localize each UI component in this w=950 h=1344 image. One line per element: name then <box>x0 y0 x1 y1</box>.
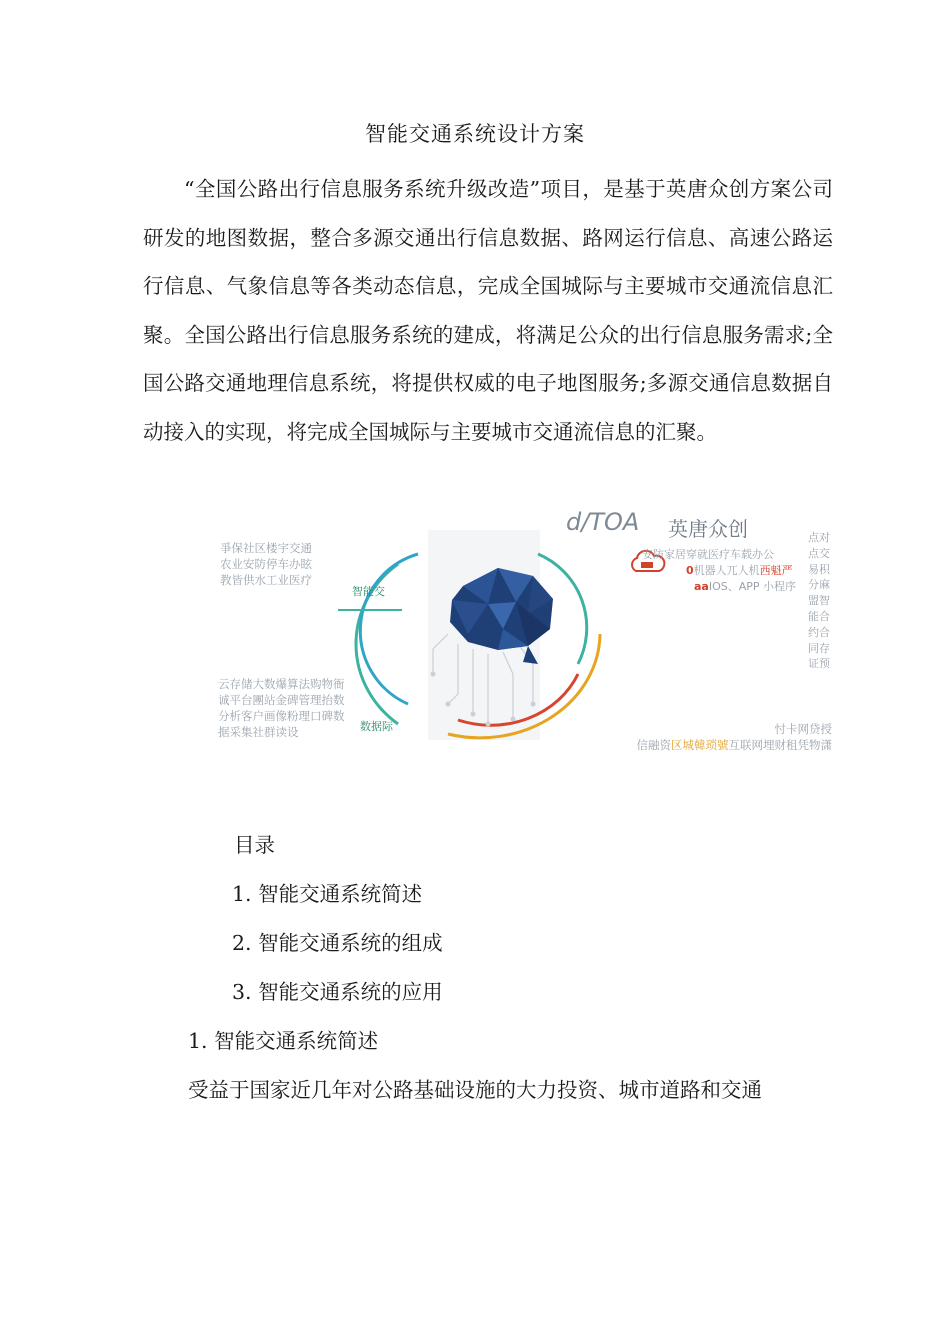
right-keywords-line1: 安防家居穿就医疗车载办公 <box>642 548 774 561</box>
toc-item: 3. 智能交通系统的应用 <box>232 980 443 1004</box>
right-line2-red: 西魁严 <box>759 564 793 577</box>
right-bottom-line2 <box>637 737 833 753</box>
doc-title: 智能交通系统设计方案 <box>365 122 585 146</box>
left-top-keywords: 爭保社区楼宇交通农业安防停车办眩教皆供水工业医疗 <box>220 541 312 587</box>
company-logo-latin: d/TOA <box>566 508 640 536</box>
right-line3-prefix: aa <box>694 580 709 593</box>
ring-label-top: 智能交 <box>352 585 385 598</box>
right-bottom2-a: 信融资 <box>636 738 671 752</box>
right-keyword-column: 点对点交易积分麻盟智能合约合同存证预 <box>808 531 830 671</box>
right-line3-main: IOS、APP 小程序 <box>708 580 797 593</box>
right-line2-prefix: 0 <box>686 564 694 577</box>
section-paragraph: 受益于国家近几年对公路基础设施的大力投资、城市道路和交通 <box>188 1078 762 1102</box>
left-bottom-keywords: 云存储大数爆算法购物衙诚平台團站金碑管理抬数分析客户画像粉理口碑数据采集社群读设 <box>218 677 345 739</box>
toc-heading: 目录 <box>234 833 275 857</box>
company-logo-cn: 英唐众创 <box>668 517 748 541</box>
right-bottom2-b: 互联网埋财租凭物潇 <box>728 738 832 752</box>
right-bottom-line1: 忖卡网贷授 <box>774 722 832 736</box>
intro-paragraph: “全国公路出行信息服务系统升级改造”项目，是基于英唐众创方案公司研发的地图数据，整合多源交通出行信息数据、路网运行信息、高速公路运行信息、气象信息等各类动态信息，完成全国城际与主要城市交通流信息汇聚。全国公路出行信息服务系统的建成，将满足公众的出行信息服务需求;全国公路交通地理信息系统，将提供权威的电子地图服务;多源交通信息数据自动接入的实现，将完成全国城际与主要城市交通流信息的汇聚。 <box>143 177 833 444</box>
section-heading: 1. 智能交通系统简述 <box>188 1029 379 1053</box>
toc-item: 2. 智能交通系统的组成 <box>232 931 443 955</box>
brain-ring-illustration <box>338 524 622 750</box>
ring-label-bottom: 数据际 <box>360 720 393 733</box>
right-keywords-line2 <box>686 562 793 578</box>
right-line2-main: 机器人兀人机 <box>693 564 760 577</box>
toc-item: 1. 智能交通系统简述 <box>232 882 423 906</box>
right-bottom2-highlight: 区城韓琐號 <box>671 738 729 752</box>
right-keywords-line3 <box>694 578 796 594</box>
